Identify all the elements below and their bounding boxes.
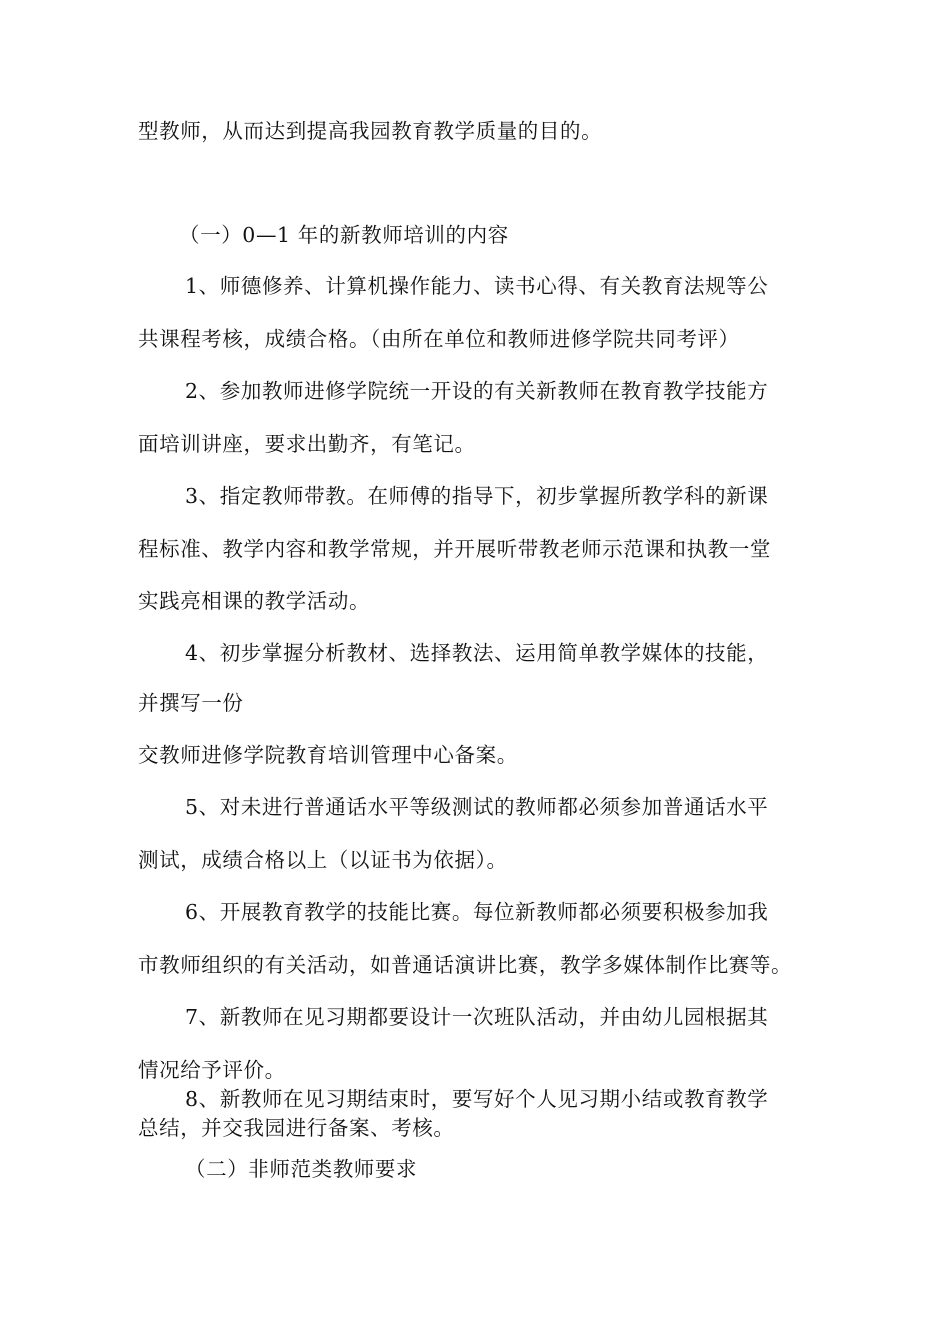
text-line: 并撰写一份 [138,691,244,715]
text-line: 6、开展教育教学的技能比赛。每位新教师都必须要积极参加我 [185,900,769,924]
text-line: 8、新教师在见习期结束时，要写好个人见习期小结或教育教学 [185,1087,769,1111]
text-line: 7、新教师在见习期都要设计一次班队活动，并由幼儿园根据其 [185,1005,769,1029]
section-heading: （二）非师范类教师要求 [185,1157,418,1181]
section-heading: （一）0—1 年的新教师培训的内容 [179,223,509,247]
text-line: 共课程考核，成绩合格。（由所在单位和教师进修学院共同考评） [138,327,740,351]
text-line: 2、参加教师进修学院统一开设的有关新教师在教育教学技能方 [185,379,769,403]
text-line: 型教师，从而达到提高我园教育教学质量的目的。 [138,119,603,143]
text-line: 交教师进修学院教育培训管理中心备案。 [138,743,518,767]
text-line: 情况给予评价。 [138,1058,286,1082]
text-line: 5、对未进行普通话水平等级测试的教师都必须参加普通话水平 [185,795,769,819]
text-line: 3、指定教师带教。在师傅的指导下，初步掌握所教学科的新课 [185,484,769,508]
text-line: 总结，并交我园进行备案、考核。 [138,1116,455,1140]
text-line: 实践亮相课的教学活动。 [138,589,371,613]
text-line: 程标准、教学内容和教学常规，并开展听带教老师示范课和执教一堂 [138,537,771,561]
text-line: 面培训讲座，要求出勤齐，有笔记。 [138,432,476,456]
text-line: 市教师组织的有关活动，如普通话演讲比赛，教学多媒体制作比赛等。 [138,953,793,977]
text-line: 1、师德修养、计算机操作能力、读书心得、有关教育法规等公 [185,274,769,298]
text-line: 4、初步掌握分析教材、选择教法、运用简单教学媒体的技能， [185,641,769,665]
text-line: 测试，成绩合格以上（以证书为依据）。 [138,848,508,872]
